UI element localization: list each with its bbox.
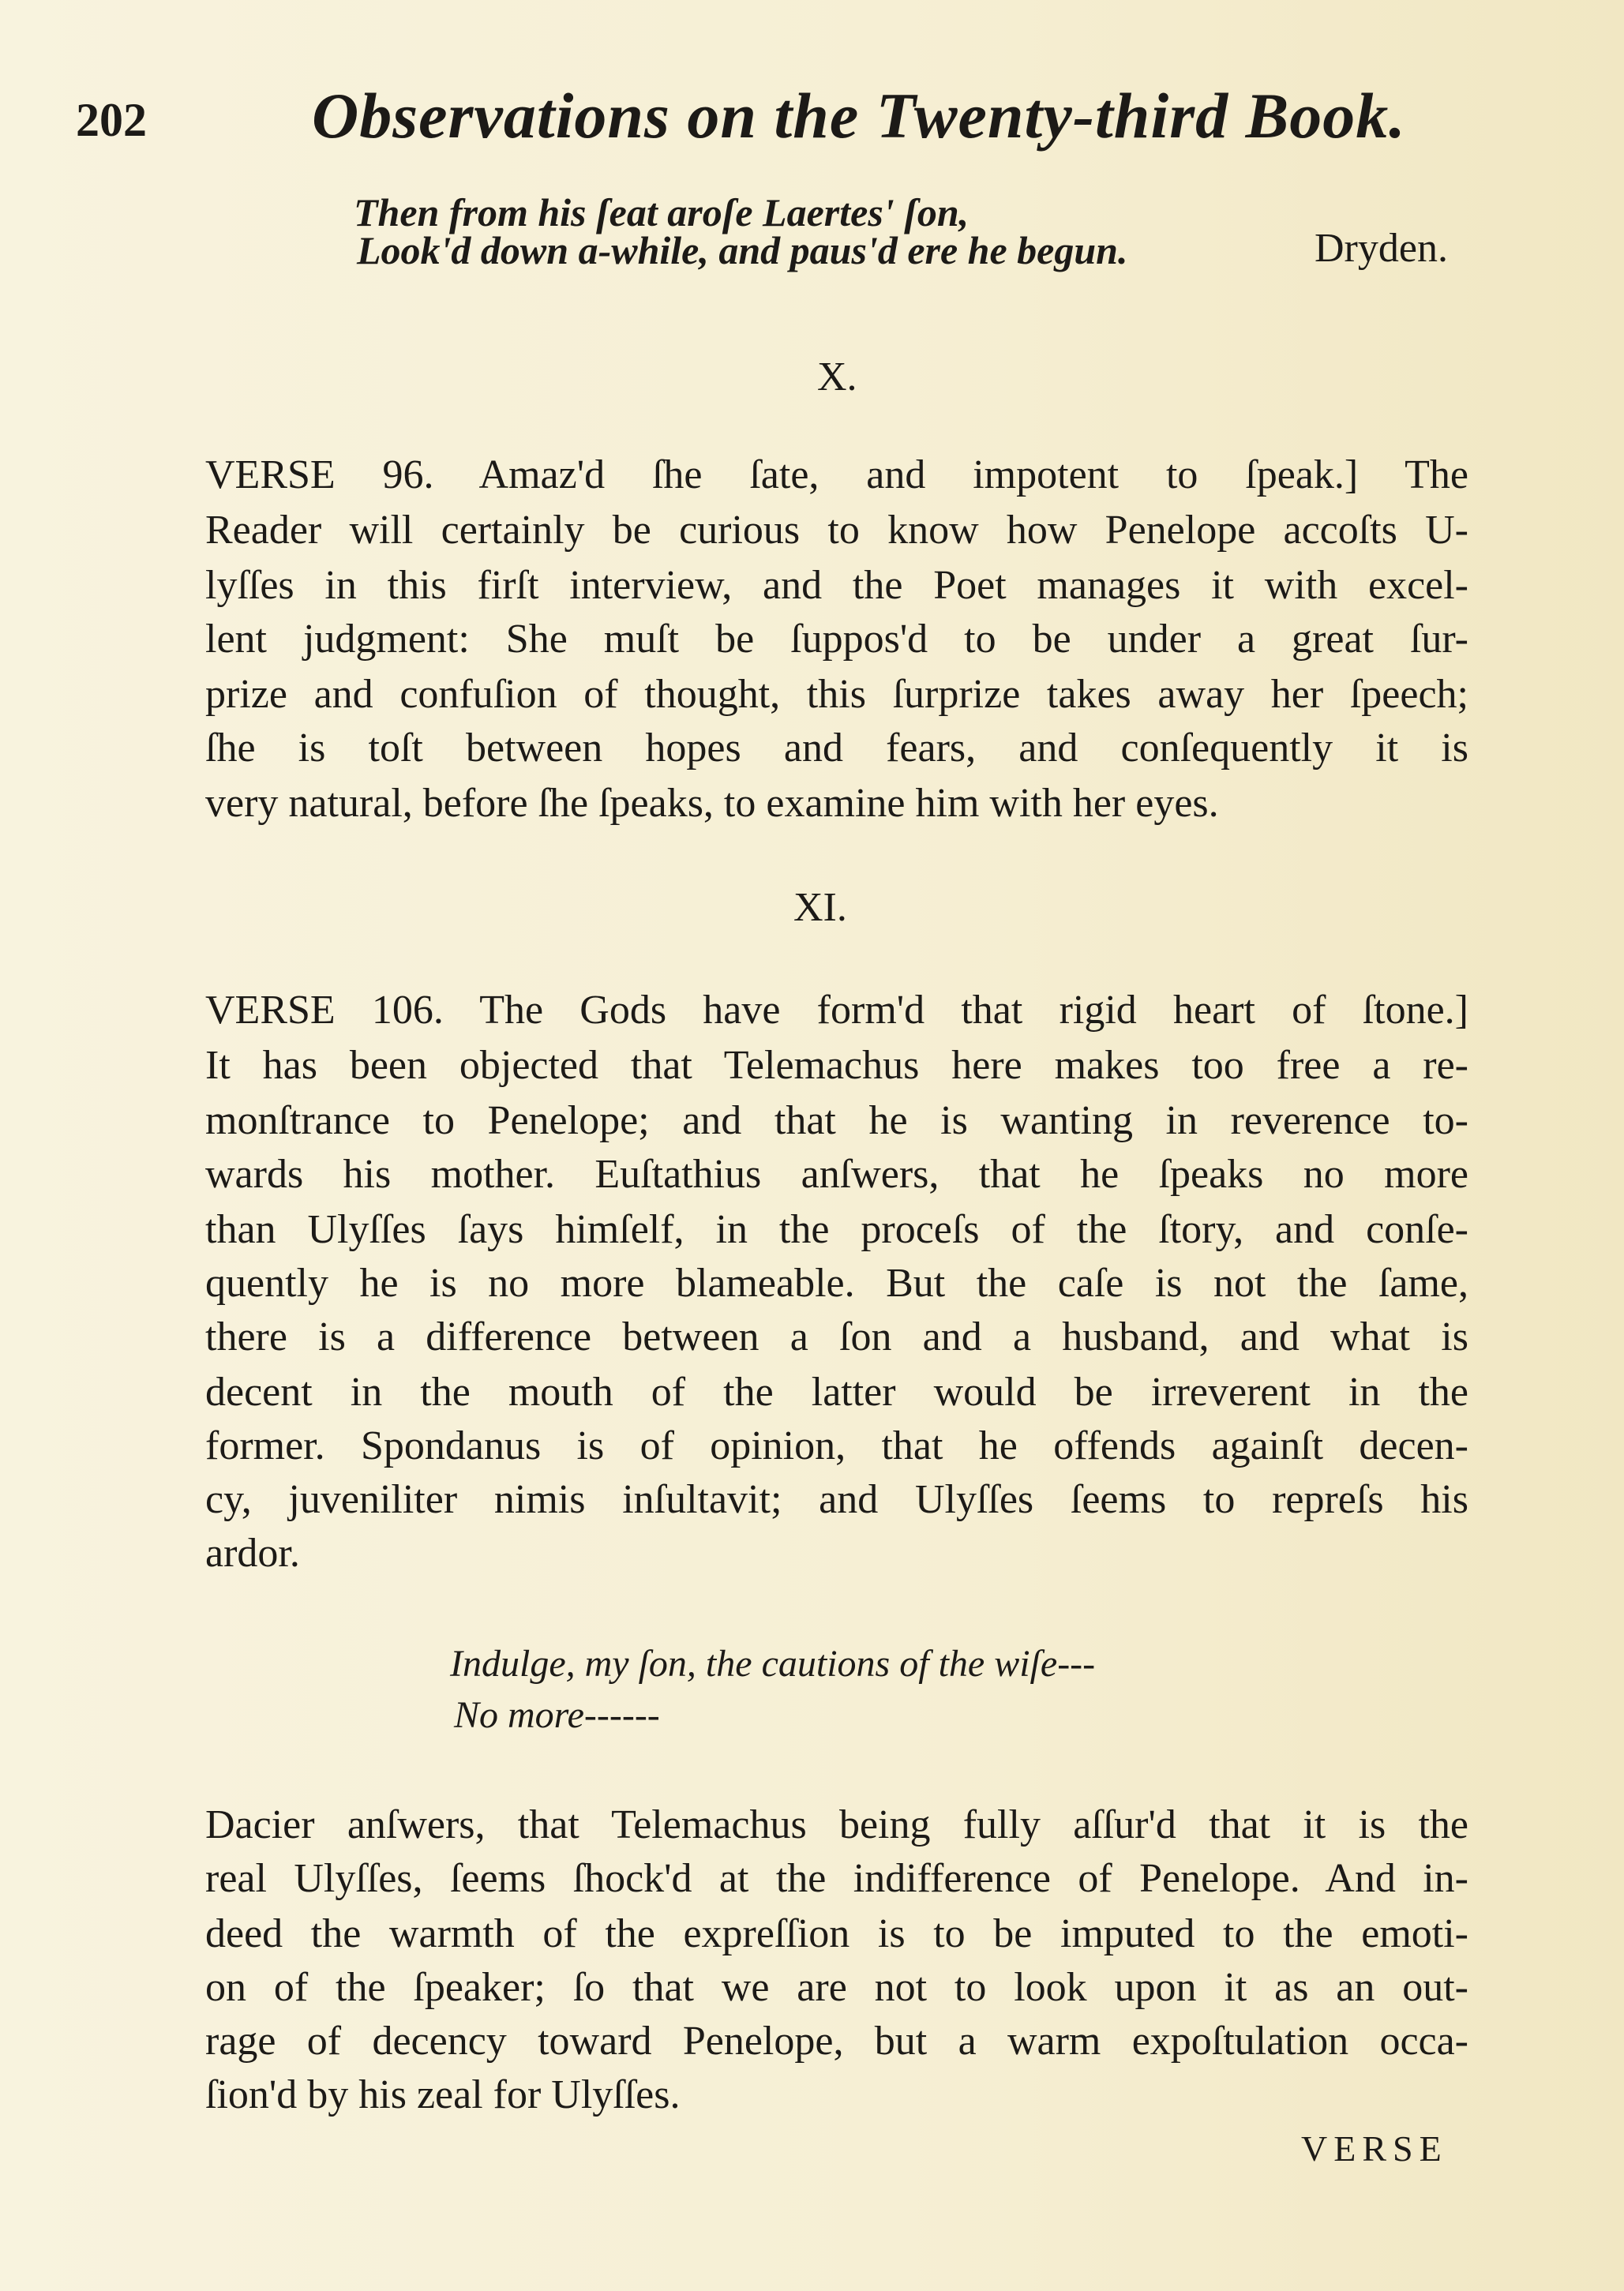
section-numeral: XI. bbox=[793, 885, 847, 930]
text-line: decent in the mouth of the latter would be irreverent in the bbox=[205, 1370, 1468, 1415]
page-number: 202 bbox=[76, 94, 147, 146]
text-line: former. Spondanus is of opinion, that he offends againſt decen- bbox=[205, 1423, 1468, 1468]
text-line: ſhe is toſt between hopes and fears, and conſequently it is bbox=[205, 726, 1468, 771]
text-line: lent judgment: She muſt be ſuppos'd to be under a great ſur- bbox=[205, 617, 1468, 662]
text-line: prize and confuſion of thought, this ſurprize takes away her ſpeech; bbox=[205, 672, 1468, 717]
text-line: than Ulyſſes ſays himſelf, in the proceſs of the ſtory, and conſe- bbox=[205, 1207, 1468, 1252]
verse-quote-line: No more------ bbox=[454, 1694, 660, 1736]
text-line: ardor. bbox=[205, 1531, 300, 1576]
text-line: deed the warmth of the expreſſion is to be imputed to the emoti- bbox=[205, 1911, 1468, 1956]
text-line: Dacier anſwers, that Telemachus being fully aſſur'd that it is the bbox=[205, 1802, 1468, 1847]
text-line: VERSE 96. Amaz'd ſhe ſate, and impotent to ſpeak.] The bbox=[205, 452, 1468, 497]
text-line: lyſſes in this firſt interview, and the Poet manages it with excel- bbox=[205, 563, 1468, 608]
text-line: quently he is no more blameable. But the caſe is not the ſame, bbox=[205, 1261, 1468, 1306]
catchword: VERSE bbox=[1301, 2128, 1448, 2169]
text-line: on of the ſpeaker; ſo that we are not to look upon it as an out- bbox=[205, 1965, 1468, 2010]
epigraph-line: Look'd down a-while, and paus'd ere he begun. bbox=[357, 228, 1128, 272]
text-line: real Ulyſſes, ſeems ſhock'd at the indifference of Penelope. And in- bbox=[205, 1856, 1468, 1901]
section-numeral: X. bbox=[817, 354, 857, 399]
verse-quote-line: Indulge, my ſon, the cautions of the wiſe--- bbox=[450, 1643, 1096, 1685]
epigraph-attribution: Dryden. bbox=[1315, 226, 1448, 271]
text-line: Reader will certainly be curious to know how Penelope accoſts U- bbox=[205, 508, 1468, 553]
text-line: there is a difference between a ſon and a husband, and what is bbox=[205, 1314, 1468, 1359]
text-line: It has been objected that Telemachus here makes too free a re- bbox=[205, 1043, 1468, 1088]
epigraph-line: Then from his ſeat aroſe Laertes' ſon, bbox=[354, 190, 970, 234]
text-line: ſion'd by his zeal for Ulyſſes. bbox=[205, 2072, 681, 2117]
text-line: very natural, before ſhe ſpeaks, to examine him with her eyes. bbox=[205, 781, 1219, 826]
text-line: monſtrance to Penelope; and that he is wanting in reverence to- bbox=[205, 1098, 1468, 1143]
text-line: VERSE 106. The Gods have form'd that rigid heart of ſtone.] bbox=[205, 988, 1468, 1033]
text-line: cy, juveniliter nimis inſultavit; and Ulyſſes ſeems to repreſs his bbox=[205, 1477, 1468, 1522]
text-line: rage of decency toward Penelope, but a warm expoſtulation occa- bbox=[205, 2019, 1468, 2064]
text-line: wards his mother. Euſtathius anſwers, that he ſpeaks no more bbox=[205, 1152, 1468, 1197]
running-head: Observations on the Twenty-third Book. bbox=[312, 80, 1406, 152]
